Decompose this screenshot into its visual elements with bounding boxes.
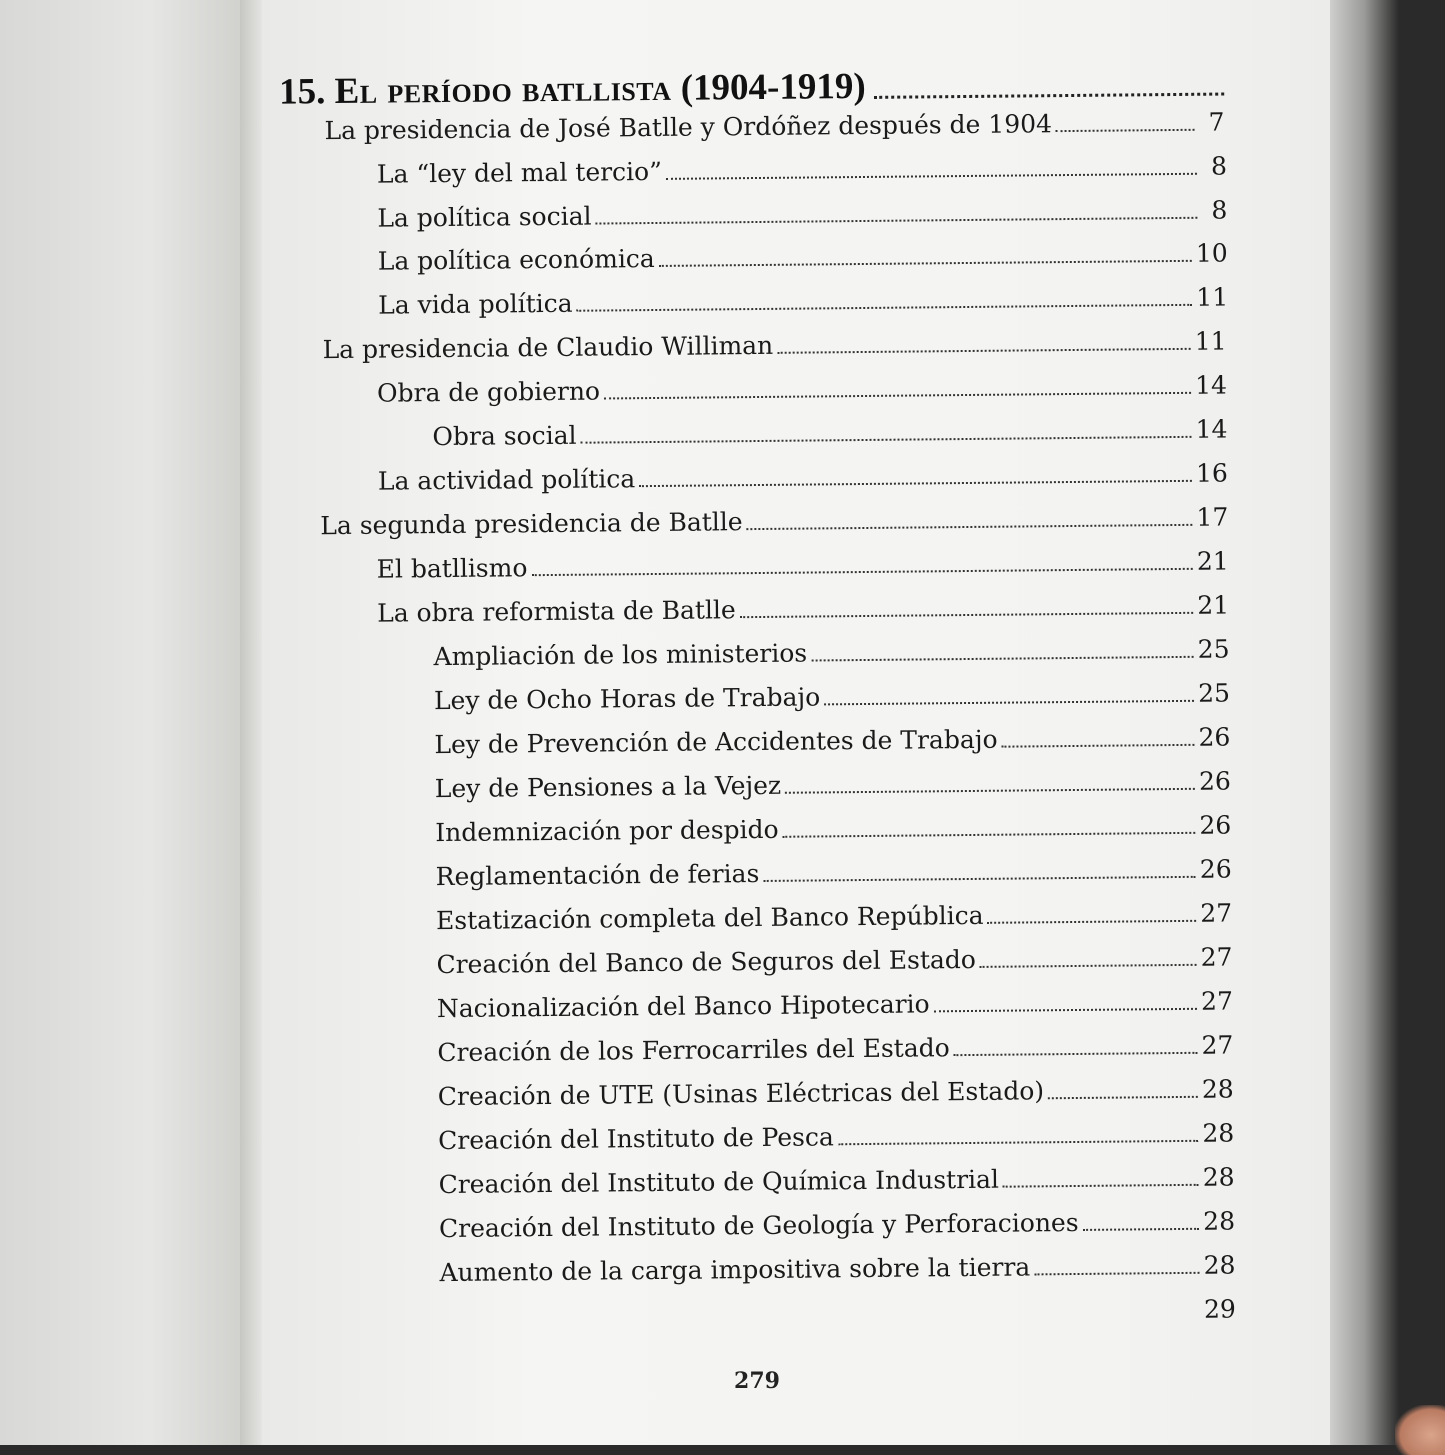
toc-entry: Creación del Instituto de Pesca 28	[438, 1118, 1235, 1156]
chapter-number: 15.	[278, 71, 326, 113]
toc-entry: Creación de los Ferrocarriles del Estado 27	[437, 1030, 1234, 1068]
toc-entry: Ley de Pensiones a la Vejez 26	[434, 766, 1231, 804]
toc-entry: Obra de gobierno 14	[376, 370, 1228, 408]
toc-entry: La presidencia de Claudio Williman 11	[322, 326, 1227, 365]
dot-leader	[874, 93, 1224, 99]
toc-entry: La política social 8	[377, 195, 1228, 233]
toc-entry: Obra social 14	[432, 414, 1228, 452]
finger	[1395, 1405, 1445, 1455]
chapter-title: El período batllista	[334, 67, 672, 113]
toc-entry: Indemnización por despido 26	[435, 810, 1232, 848]
toc-entry: Creación del Instituto de Química Industrial 28	[438, 1162, 1235, 1200]
toc-entry: Creación de UTE (Usinas Eléctricas del Estado) 28	[437, 1074, 1234, 1112]
chapter-years: (1904-1919)	[680, 65, 866, 109]
toc-entry: El batllismo 21	[376, 546, 1229, 584]
toc-entry: La presidencia de José Batlle y Ordóñez después de 1904 7	[324, 107, 1225, 146]
toc-entry: Ley de Ocho Horas de Trabajo 25	[433, 678, 1231, 716]
toc-entry: Reglamentación de ferias 26	[435, 854, 1232, 892]
toc-entry: Ampliación de los ministerios 25	[433, 634, 1230, 672]
page-number: 279	[734, 1368, 780, 1394]
toc-entry: La “ley del mal tercio” 8	[376, 151, 1228, 189]
toc-entry: Estatización completa del Banco República 27	[435, 898, 1233, 936]
trailing-page-number: 29	[1203, 1294, 1237, 1324]
toc-entry: Creación del Banco de Seguros del Estado 27	[436, 942, 1233, 980]
toc-entry: La actividad política 16	[377, 458, 1228, 496]
toc-entry: La segunda presidencia de Batlle 17	[320, 502, 1229, 541]
toc-entry: Ley de Prevención de Accidentes de Trabajo 26	[434, 722, 1231, 760]
toc-entry: Creación del Instituto de Geología y Perforaciones 28	[438, 1206, 1236, 1244]
toc-entry: La política económica 10	[377, 238, 1228, 276]
toc-entry: La vida política 11	[378, 282, 1229, 320]
toc-entry: La obra reformista de Batlle 21	[377, 590, 1230, 628]
chapter-heading	[279, 64, 1224, 113]
toc-entry: Nacionalización del Banco Hipotecario 27	[436, 986, 1234, 1024]
toc-entry: Aumento de la carga impositiva sobre la tierra 28	[439, 1250, 1236, 1288]
